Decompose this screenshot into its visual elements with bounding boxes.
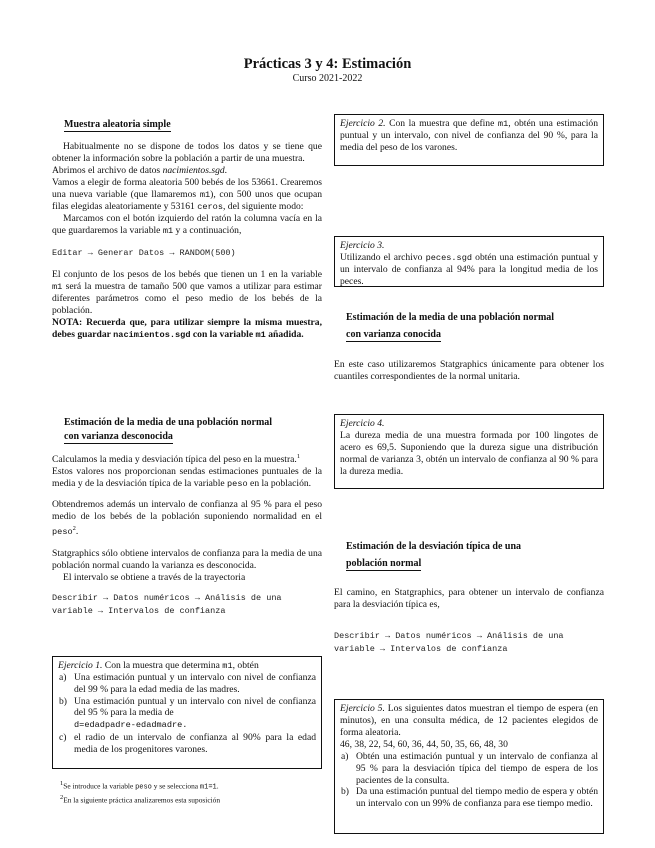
paragraph: El intervalo se obtiene a través de la trayectoria xyxy=(63,572,246,584)
exercise-2-box xyxy=(334,114,604,166)
list-item xyxy=(341,751,598,786)
list-item-text: Obtén una estimación puntual y un intervalo de confianza al 95 % para la desviación típica del tiempo de espera de los pacientes de la consulta. xyxy=(356,751,598,786)
exercise-1-box xyxy=(52,656,322,769)
exercise-4-label: Ejercicio 4. xyxy=(340,418,385,429)
list-item-label: b) xyxy=(59,695,67,707)
paragraph: Vamos a elegir de forma aleatoria 500 bebés de los 53661. Crearemos una nueva variable (que llamaremos m1), con 500 unos que ocupan filas elegidas aleatoriamente y 53161 ceros, del siguiente modo: xyxy=(52,177,323,212)
exercise-4-text: La dureza media de una muestra formada por 100 lingotes de acero es 69,5. Suponiendo que la dureza sigue una distribución normal de varianza 3, obtén un intervalo de confianza al 90 % para la dureza media. xyxy=(340,430,598,477)
paragraph: Marcamos con el botón izquierdo del ratón la columna vacía en la que guardaremos la variable m1 y a continuación, xyxy=(52,213,322,236)
section-varianza-desconocida-body xyxy=(52,451,322,617)
exercise-1-intro: Ejercicio 1. Con la muestra que determina m1, obtén xyxy=(58,660,259,671)
exercise-5-data: 46, 38, 22, 54, 60, 36, 44, 50, 35, 66, 48, 30 xyxy=(340,739,508,750)
list-item-label: c) xyxy=(59,731,67,743)
paragraph: Estos valores nos proporcionan sendas estimaciones puntuales de la media y de la desviación típica de la variable peso en la población. xyxy=(52,466,322,490)
exercise-3-box xyxy=(334,236,604,287)
list-item-text: Una estimación puntual y un intervalo con nivel de confianza del 95 % para la media de xyxy=(74,695,316,719)
paragraph: El camino, en Statgraphics, para obtener un intervalo de confianza para la desviación típica es, xyxy=(334,587,604,610)
list-item-label: b) xyxy=(341,786,349,798)
exercise-3-label: Ejercicio 3. xyxy=(340,240,385,251)
paragraph: En este caso utilizaremos Statgraphics únicamente para obtener los cuantiles correspondientes de la normal unitaria. xyxy=(334,359,604,382)
page-subtitle: Curso 2021-2022 xyxy=(292,73,363,84)
list-item xyxy=(59,672,316,696)
list-item-label: a) xyxy=(341,751,349,762)
paragraph: El conjunto de los pesos de los bebés que tienen un 1 en la variable m1 será la muestra de tamaño 500 que vamos a utilizar para estimar diferentes parámetros como el peso medio de los bebés de la población. xyxy=(52,268,322,316)
list-item-label: a) xyxy=(59,672,67,683)
exercise-1-list xyxy=(58,672,316,756)
exercise-3-text: Utilizando el archivo peces.sgd obtén una estimación puntual y un intervalo de confianza al 94% para la longitud media de los peces. xyxy=(340,252,598,287)
exercise-5-list xyxy=(340,751,598,810)
note: NOTA: Recuerda que, para utilizar siempre la misma muestra, debes guardar nacimientos.sgd con la variable m1 añadida. xyxy=(52,316,322,340)
section-title-desviacion: Estimación de la desviación típica de una población normal xyxy=(346,541,522,569)
section-title-varianza-desconocida: Estimación de la media de una población normal con varianza desconocida xyxy=(64,417,273,442)
paragraph: Statgraphics sólo obtiene intervalos de confianza para la media de una población normal cuando la varianza es desconocida. xyxy=(52,548,322,572)
section-muestra-body xyxy=(52,141,322,341)
list-item xyxy=(59,695,316,732)
exercise-2-text: Ejercicio 2. Con la muestra que define m1, obtén una estimación puntual y un intervalo, con nivel de confianza del 90 %, para la media del peso de los varones. xyxy=(340,118,599,153)
paragraph: Obtendremos además un intervalo de confianza al 95 % para el peso medio de los bebés de la población suponiendo normalidad en el peso$^2$. xyxy=(52,499,322,538)
section-title-varianza-conocida: Estimación de la media de una población normal con varianza conocida xyxy=(346,312,555,340)
list-item xyxy=(341,786,598,810)
paragraph: Habitualmente no se dispone de todos los datos y se tiene que obtener la información sobre la población a partir de una muestra. xyxy=(52,141,322,164)
exercise-5-text: Ejercicio 5. Los siguientes datos muestran el tiempo de espera (en minutos), en una consulta médica, de 12 pacientes elegidos de forma aleatoria. xyxy=(340,703,599,738)
list-item-text: Una estimación puntual y un intervalo con nivel de confianza del 99 % para la edad media de las madres. xyxy=(74,672,316,695)
list-item-text: Da una estimación puntual del tiempo medio de espera y obtén un intervalo con un 99% de confianza para ese tiempo medio. xyxy=(356,786,598,810)
footnote-2: $^2$En la siguiente práctica analizaremos esta suposición xyxy=(60,793,221,805)
paragraph: Calculamos la media y desviación típica del peso en la muestra.$^1$ xyxy=(52,453,301,466)
paragraph: Abrimos el archivo de datos nacimientos.sgd. xyxy=(52,165,228,176)
code-path: Describir → Datos numéricos → Análisis de una variable → Intervalos de confianza xyxy=(52,593,282,616)
list-item-text: el radio de un intervalo de confianza al 90% para la edad media de los progenitores varones. xyxy=(74,731,316,755)
footnote-1: $^1$Se introduce la variable peso y se selecciona m1=1. xyxy=(60,780,219,792)
exercise-4-box xyxy=(334,414,604,489)
section-title-muestra: Muestra aleatoria simple xyxy=(64,119,171,130)
code-path: Editar → Generar Datos → RANDOM(500) xyxy=(52,248,236,258)
exercise-5-box xyxy=(334,699,604,834)
list-item-code: d=edadpadre-edadmadre. xyxy=(74,720,188,731)
list-item xyxy=(59,731,316,756)
page-title: Prácticas 3 y 4: Estimación xyxy=(243,56,412,72)
footnotes xyxy=(60,779,322,805)
code-path: Describir → Datos numéricos → Análisis de una variable → Intervalos de confianza xyxy=(334,631,564,654)
